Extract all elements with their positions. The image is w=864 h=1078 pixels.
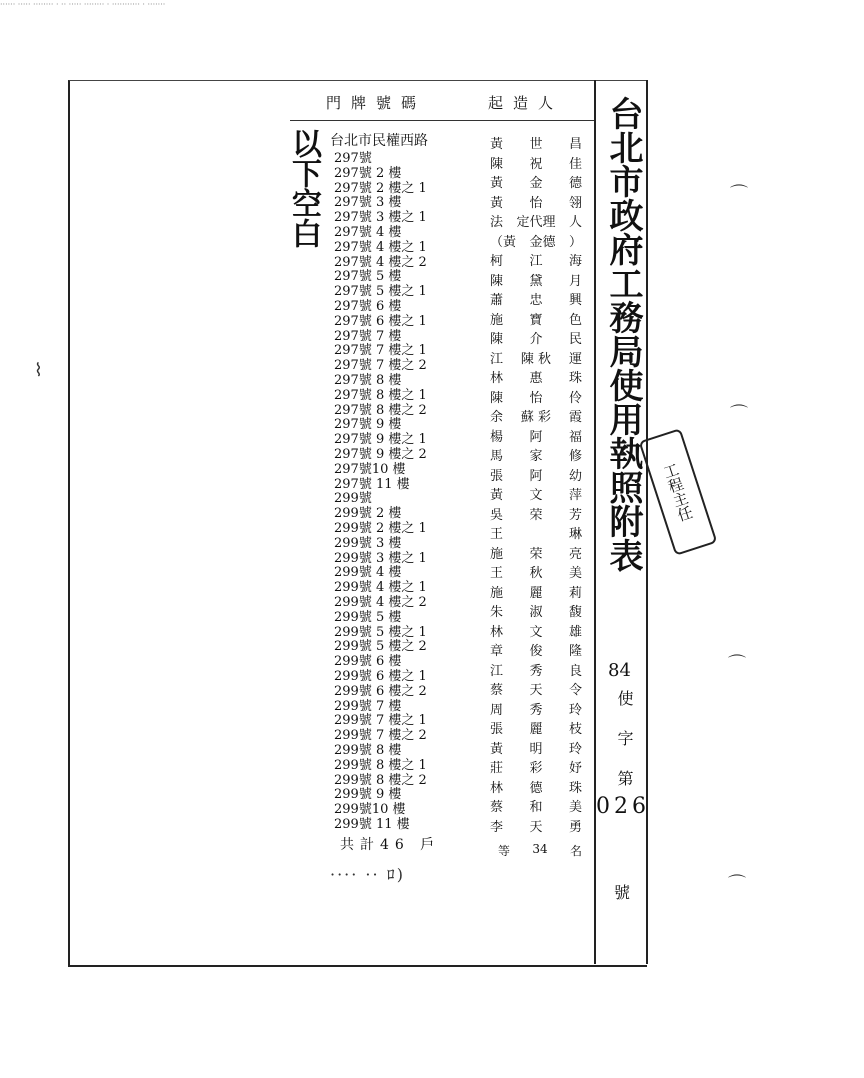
owner-name-part: 琳: [568, 527, 582, 542]
owner-name-part: 福: [568, 429, 582, 445]
owner-total-unit: 名: [569, 844, 582, 858]
owner-name-part: 林: [490, 371, 504, 386]
stamp-text: 工程主任: [659, 460, 696, 524]
margin-mark-icon: ⌇: [34, 360, 43, 381]
owner-row: [490, 431, 582, 445]
owner-row: [490, 684, 582, 698]
address-row: 297號 4 樓之 1: [334, 239, 427, 255]
owner-name-part: 施: [490, 546, 504, 562]
owner-name-part: 霞: [568, 410, 582, 425]
address-row: 297號 3 樓: [334, 195, 402, 211]
address-row: 299號 8 樓之 1: [334, 757, 427, 773]
address-row: 297號 4 樓之 2: [334, 254, 427, 270]
owner-name-part: 李: [490, 819, 504, 835]
owner-name-part: 文: [529, 488, 543, 503]
owner-name-part: 江: [529, 254, 543, 269]
margin-mark-icon: ⌒: [730, 404, 748, 425]
owner-row: [490, 294, 582, 308]
address-row: 299號 9 樓: [334, 787, 402, 803]
owner-name-part: 蕭: [490, 293, 504, 308]
owner-name-part: 玲: [568, 741, 582, 757]
owner-name-part: 亮: [568, 546, 582, 562]
address-row: 297號 11 樓: [334, 476, 410, 492]
address-row: 297號 8 樓之 2: [334, 402, 427, 418]
address-row: 297號 9 樓之 2: [334, 447, 427, 462]
owner-name-part: 彩: [529, 761, 543, 776]
owner-name-part: 江: [490, 663, 504, 679]
owner-name-part: 美: [568, 566, 582, 581]
owner-name-part: 色: [568, 312, 582, 328]
owner-row: [490, 372, 582, 386]
address-row: 299號 6 樓: [334, 654, 402, 670]
owner-name-part: 定代理: [516, 215, 556, 230]
owner-row: [490, 509, 582, 523]
owner-name-part: 祝: [529, 156, 543, 172]
owner-total-count: 34: [532, 842, 548, 856]
owner-name-part: 忠: [529, 293, 543, 308]
address-row: 299號 8 樓之 2: [334, 772, 427, 788]
owner-row: [490, 236, 582, 250]
address-row: 297號 2 樓: [334, 165, 402, 181]
owner-row: [490, 353, 582, 367]
header-address: 門牌號碼: [326, 94, 427, 112]
doc-suffix: 號: [614, 883, 631, 902]
owner-name-part: 惠: [529, 371, 543, 386]
owner-row: [490, 645, 582, 659]
owner-row: [490, 782, 582, 796]
address-row: 297號 7 樓之 1: [334, 343, 427, 359]
owner-name-part: 黃: [490, 137, 504, 152]
owner-row: [490, 275, 582, 289]
scan-header-strip: ······ ····· ········ · ·· ····· ········ · ··········· · ·······: [0, 0, 166, 9]
owner-row: [490, 723, 582, 737]
owner-row: [490, 138, 582, 152]
owner-name-part: 令: [568, 683, 582, 698]
owner-name-part: （黃: [490, 234, 517, 250]
owner-name-part: 江: [490, 351, 504, 367]
address-row: 299號 7 樓之 2: [334, 728, 427, 744]
owner-name-part: 天: [529, 683, 543, 698]
owner-name-part: 阿: [529, 429, 543, 445]
owner-name-part: 世: [529, 137, 543, 152]
address-row: 297號 3 樓之 1: [334, 210, 427, 226]
address-row: 299號 5 樓: [334, 609, 402, 625]
owner-name-part: 良: [568, 663, 582, 679]
owner-row: [490, 489, 582, 503]
address-row: 297號 7 樓: [334, 328, 402, 344]
owner-row: [490, 411, 582, 425]
owner-name-part: 秀: [529, 702, 543, 718]
owner-row: [490, 801, 582, 815]
owner-name-part: 蔡: [490, 683, 504, 698]
owner-name-part: 黃: [490, 488, 504, 503]
address-row: 297號 8 樓: [334, 373, 402, 388]
margin-mark-icon: ⌒: [728, 874, 746, 895]
address-row: 299號 3 樓之 1: [334, 550, 427, 566]
owner-row: [490, 197, 582, 211]
owner-name-part: 文: [529, 624, 543, 640]
owner-name-part: 伶: [568, 390, 582, 406]
address-row: 299號 2 樓之 1: [334, 521, 427, 536]
owner-name-part: 珠: [568, 780, 582, 796]
owner-name-part: 黃: [490, 195, 504, 211]
address-row: 299號 3 樓: [334, 535, 402, 551]
owner-name-part: 金德: [529, 234, 556, 250]
owner-name-part: 枝: [568, 722, 582, 737]
owner-name-part: 佳: [568, 156, 582, 172]
owner-row: [490, 255, 582, 269]
owner-row: [490, 821, 582, 835]
address-row: 299號 8 樓: [334, 743, 402, 758]
owner-row: [490, 528, 582, 542]
owner-name-part: 怡: [529, 390, 543, 406]
owner-name-part: 明: [529, 741, 543, 757]
owner-row: [490, 314, 582, 328]
address-row: 299號 6 樓之 1: [334, 669, 427, 684]
owner-row: [490, 704, 582, 718]
owner-name-part: 馬: [490, 449, 504, 464]
address-row: 297號 5 樓: [334, 269, 402, 285]
owner-name-part: 王: [490, 527, 504, 542]
owner-name-part: 林: [490, 780, 504, 796]
owner-name-part: 陳: [490, 273, 504, 289]
owner-name-part: 珠: [568, 371, 582, 386]
owner-row: [490, 158, 582, 172]
owner-row: [490, 470, 582, 484]
owner-name-part: 介: [529, 332, 543, 347]
doc-number: 026: [596, 794, 650, 819]
owner-row: [490, 762, 582, 776]
address-row: 297號 4 樓: [334, 225, 402, 240]
owner-name-part: 章: [490, 644, 504, 659]
owner-name-part: 金: [529, 176, 543, 191]
owner-name-part: 玲: [568, 702, 582, 718]
handwritten-mark: ···· ·· ﾛ): [330, 865, 405, 884]
address-row: 299號 5 樓之 1: [334, 624, 427, 640]
owner-name-part: 運: [568, 351, 582, 367]
owner-name-part: 麗: [529, 722, 543, 737]
owner-name-part: 幼: [568, 468, 582, 484]
address-row: 297號 7 樓之 2: [334, 358, 427, 374]
doc-label: 使字第: [615, 690, 634, 810]
owner-name-part: 陳: [490, 390, 504, 406]
owner-name-part: 馥: [568, 605, 582, 620]
owner-row: [490, 606, 582, 620]
owner-name-part: 荣: [529, 507, 543, 523]
address-row: 299號: [334, 491, 372, 507]
owner-row: [490, 587, 582, 601]
street-name: 台北市民權西路: [330, 133, 428, 149]
owner-name-part: 翎: [568, 195, 582, 211]
address-row: 299號 4 樓: [334, 565, 402, 581]
owner-name-part: ）: [568, 234, 582, 250]
owner-name-part: 昌: [568, 137, 582, 152]
owner-name-part: 民: [568, 332, 582, 347]
owner-name-part: 怡: [529, 195, 543, 211]
owner-row: [490, 743, 582, 757]
owner-name-part: 德: [568, 176, 582, 191]
owner-name-part: 張: [490, 468, 504, 484]
owner-name-part: 莊: [490, 761, 504, 776]
owner-row: [490, 177, 582, 191]
owner-name-part: 黛: [529, 273, 543, 289]
owner-name-part: 雄: [568, 624, 582, 640]
owner-name-part: 萍: [568, 488, 582, 503]
owner-name-part: 妤: [568, 761, 582, 776]
owner-name-part: 德: [529, 780, 543, 796]
owner-row: [490, 392, 582, 406]
owner-name-part: 蔡: [490, 800, 504, 815]
address-row: 297號: [334, 151, 372, 166]
owner-row: [490, 665, 582, 679]
owner-name-part: 陳: [490, 156, 504, 172]
address-row: 299號 11 樓: [334, 817, 410, 832]
owner-name-part: 麗: [529, 585, 543, 601]
owner-name-part: 俊: [529, 644, 543, 659]
doc-year: 84: [608, 660, 631, 681]
owner-name-part: 月: [568, 273, 582, 289]
address-row: 297號 9 樓之 1: [334, 432, 427, 448]
owner-name-part: 莉: [568, 585, 582, 601]
address-row: 299號 4 樓之 1: [334, 580, 427, 596]
address-row: 297號 2 樓之 1: [334, 180, 427, 196]
official-stamp: [639, 428, 718, 556]
address-row: 299號 7 樓: [334, 698, 402, 714]
owner-name-part: 法: [490, 215, 504, 230]
owner-name-part: 柯: [490, 254, 504, 269]
owner-total-row: [498, 842, 582, 859]
owner-name-part: 王: [490, 566, 504, 581]
address-row: 299號 6 樓之 2: [334, 683, 427, 699]
address-row: 297號10 樓: [334, 461, 406, 477]
owner-name-part: 和: [529, 800, 543, 815]
address-row: 299號 7 樓之 1: [334, 713, 427, 729]
owner-name-part: 周: [490, 702, 504, 718]
owner-row: [490, 216, 582, 230]
owner-name-part: 張: [490, 722, 504, 737]
owner-name-part: 陳: [490, 332, 504, 347]
address-row: 299號 5 樓之 2: [334, 639, 427, 655]
owner-name-part: 淑: [529, 605, 543, 620]
owner-row: [490, 548, 582, 562]
owner-row: [490, 333, 582, 347]
owner-name-part: 美: [568, 800, 582, 815]
blank-note: 以下空白: [286, 128, 321, 248]
owner-name-part: 林: [490, 624, 504, 640]
owner-name-part: 施: [490, 312, 504, 328]
owner-name-part: 黃: [490, 741, 504, 757]
owner-name-part: 楊: [490, 429, 504, 445]
owner-name-part: 蘇 彩: [520, 410, 552, 425]
document-title: 台北市政府工務局使用執照附表: [603, 96, 643, 572]
address-row: 297號 9 樓: [334, 417, 402, 433]
owner-name-part: 海: [568, 254, 582, 269]
address-row: 299號 4 樓之 2: [334, 595, 427, 610]
owner-name-part: 朱: [490, 605, 504, 620]
margin-mark-icon: ⌒: [728, 654, 746, 675]
owner-name-part: 天: [529, 819, 543, 835]
owner-total-etc: 等: [498, 844, 511, 858]
header-owner: 起造人: [488, 94, 564, 112]
address-row: 299號 2 樓: [334, 506, 402, 522]
owner-name-part: 勇: [568, 819, 582, 835]
address-row: 297號 8 樓之 1: [334, 387, 427, 403]
owner-name-part: 興: [568, 293, 582, 308]
owner-row: [490, 567, 582, 581]
margin-mark-icon: ⌒: [730, 184, 748, 205]
owner-name-part: 吳: [490, 507, 504, 523]
owner-name-part: 寶: [529, 312, 543, 328]
owner-name-part: 秋: [529, 566, 543, 581]
address-row: 299號10 樓: [334, 802, 406, 818]
owner-name-part: 隆: [568, 644, 582, 659]
owner-name-part: 修: [568, 449, 582, 464]
owner-name-part: 陳 秋: [520, 351, 552, 367]
owner-name-part: 荣: [529, 546, 543, 562]
owner-row: [490, 626, 582, 640]
owner-name-part: 黃: [490, 176, 504, 191]
owner-name-part: 芳: [568, 507, 582, 523]
owner-name-part: 人: [568, 215, 582, 230]
address-row: 297號 5 樓之 1: [334, 284, 427, 300]
owner-name-part: 余: [490, 410, 504, 425]
address-row: 297號 6 樓之 1: [334, 313, 427, 329]
header-rule: [290, 120, 594, 121]
owner-name-part: 施: [490, 585, 504, 601]
address-row: 297號 6 樓: [334, 299, 402, 314]
owner-name-part: 秀: [529, 663, 543, 679]
total-count: 共計46 戶: [340, 837, 441, 853]
owner-name-part: 家: [529, 449, 543, 464]
owner-row: [490, 450, 582, 464]
owner-name-part: 阿: [529, 468, 543, 484]
